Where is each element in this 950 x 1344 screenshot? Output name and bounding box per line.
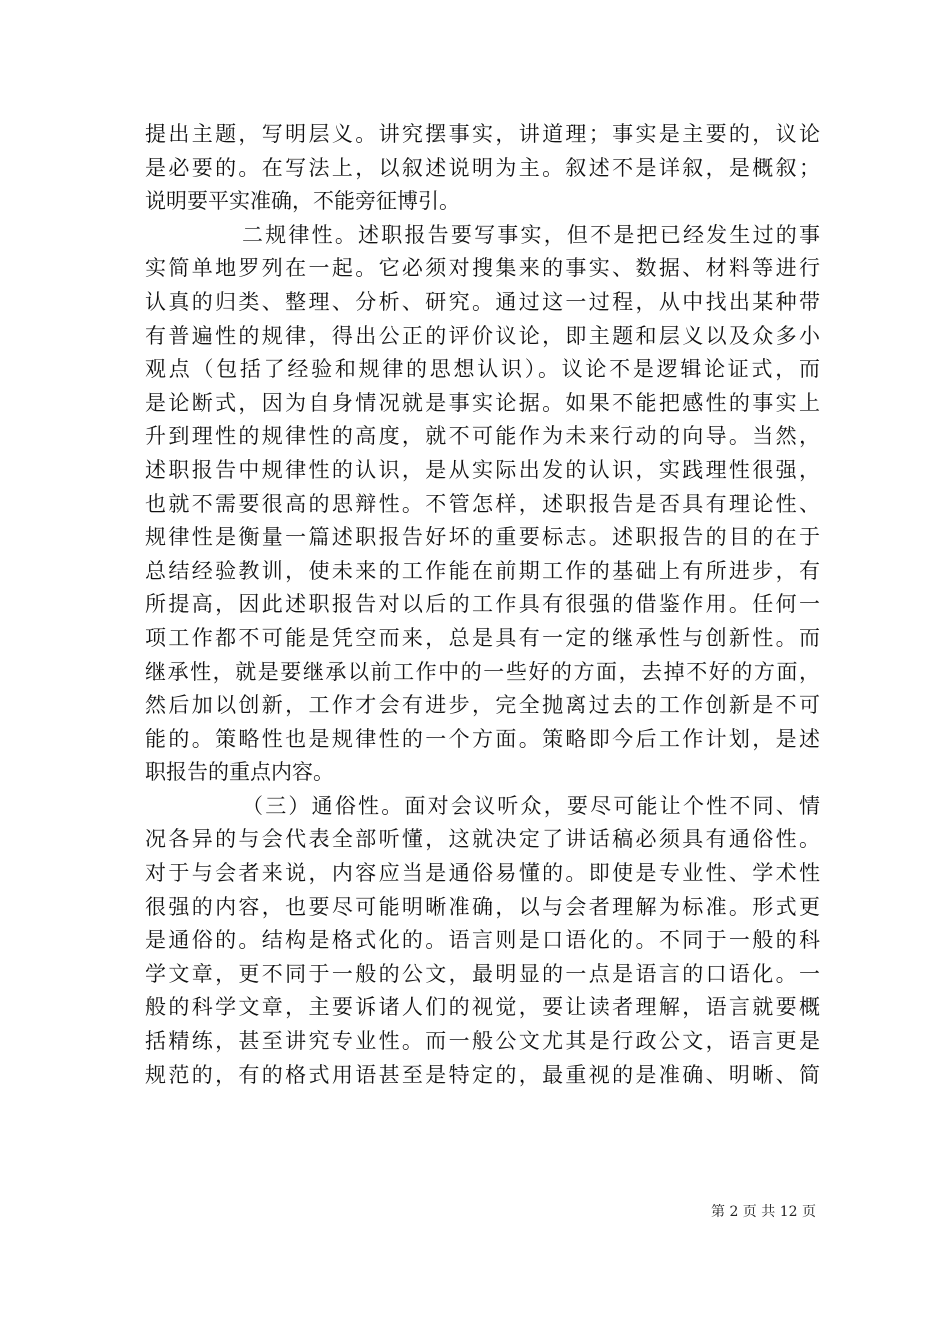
text-line: 升到理性的规律性的高度，就不可能作为未来行动的向导。当然， xyxy=(145,424,820,449)
paragraph-heading-line: （三）通俗性。面对会议听众，要尽可能让个性不同、情 xyxy=(242,793,820,818)
text-line: 般的科学文章，主要诉诸人们的视觉，要让读者理解，语言就要概 xyxy=(145,995,820,1020)
text-line: 学文章，更不同于一般的公文，最明显的一点是语言的口语化。一 xyxy=(145,961,820,986)
text-line: 然后加以创新，工作才会有进步，完全抛离过去的工作创新是不可 xyxy=(145,693,820,718)
text-line: 总结经验教训，使未来的工作能在前期工作的基础上有所进步，有 xyxy=(145,558,820,583)
text-line: 实简单地罗列在一起。它必须对搜集来的事实、数据、材料等进行 xyxy=(145,256,820,281)
text-line: 很强的内容，也要尽可能明晰准确，以与会者理解为标准。形式更 xyxy=(145,894,820,919)
text-line: 有普遍性的规律，得出公正的评价议论，即主题和层义以及众多小 xyxy=(145,323,820,348)
text-line: 也就不需要很高的思辩性。不管怎样，述职报告是否具有理论性、 xyxy=(145,491,820,516)
text-line: 观点（包括了经验和规律的思想认识）。议论不是逻辑论证式，而 xyxy=(145,357,820,382)
text-line: 提出主题，写明层义。讲究摆事实，讲道理；事实是主要的，议论 xyxy=(145,122,820,146)
paragraph-heading-line: 二规律性。述职报告要写事实，但不是把已经发生过的事 xyxy=(242,222,820,247)
text-line: 规律性是衡量一篇述职报告好坏的重要标志。述职报告的目的在于 xyxy=(145,525,820,550)
body-text xyxy=(145,118,820,1092)
text-line: 述职报告中规律性的认识，是从实际出发的认识，实践理性很强， xyxy=(145,457,820,482)
text-line: 是必要的。在写法上，以叙述说明为主。叙述不是详叙，是概叙； xyxy=(145,155,820,180)
text-line: 认真的归类、整理、分析、研究。通过这一过程，从中找出某种带 xyxy=(145,289,820,314)
text-line: 对于与会者来说，内容应当是通俗易懂的。即使是专业性、学术性 xyxy=(145,861,820,886)
text-line: 所提高，因此述职报告对以后的工作具有很强的借鉴作用。任何一 xyxy=(145,592,820,617)
text-line: 项工作都不可能是凭空而来，总是具有一定的继承性与创新性。而 xyxy=(145,625,820,650)
text-line: 是通俗的。结构是格式化的。语言则是口语化的。不同于一般的科 xyxy=(145,928,820,953)
page-number-footer: 第 2 页 共 12 页 xyxy=(711,1204,816,1220)
text-line: 能的。策略性也是规律性的一个方面。策略即今后工作计划，是述 xyxy=(145,726,820,751)
text-line: 职报告的重点内容。 xyxy=(145,760,334,785)
text-line: 继承性，就是要继承以前工作中的一些好的方面，去掉不好的方面， xyxy=(145,659,820,684)
text-line: 是论断式，因为自身情况就是事实论据。如果不能把感性的事实上 xyxy=(145,390,820,415)
text-line: 规范的，有的格式用语甚至是特定的，最重视的是准确、明晰、简 xyxy=(145,1062,820,1087)
text-line: 说明要平实准确，不能旁征博引。 xyxy=(145,189,460,214)
text-line: 括精练，甚至讲究专业性。而一般公文尤其是行政公文，语言更是 xyxy=(145,1029,820,1054)
text-line: 况各异的与会代表全部听懂，这就决定了讲话稿必须具有通俗性。 xyxy=(145,827,820,852)
